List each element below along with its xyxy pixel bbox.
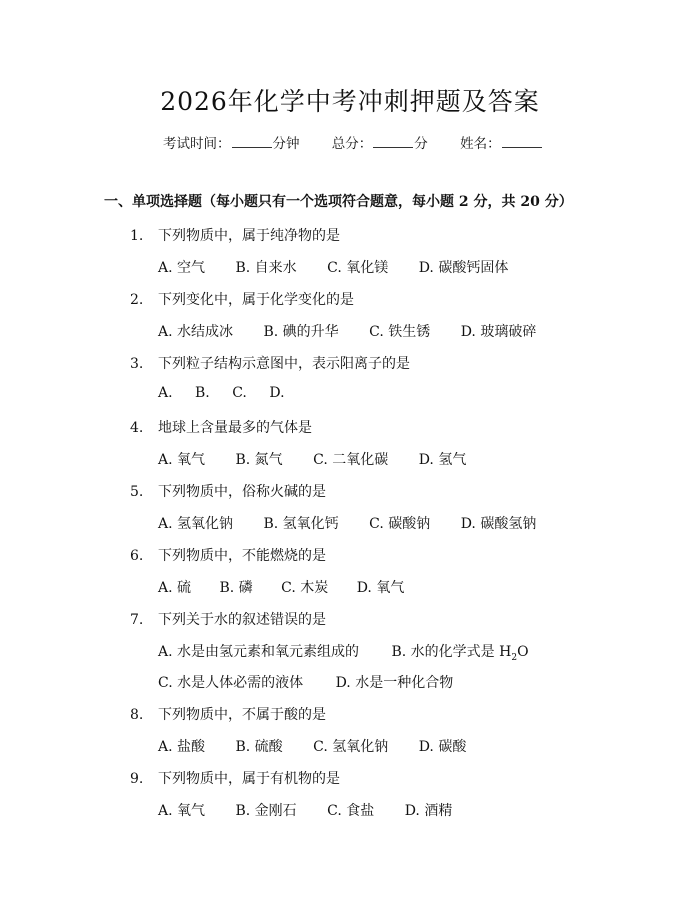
question-text: 下列物质中，属于纯净物的是 <box>158 228 340 244</box>
question-options <box>158 800 478 820</box>
option[interactable]: B. 氮气 <box>235 452 283 468</box>
question-text: 下列变化中，属于化学变化的是 <box>158 292 354 308</box>
question-item <box>130 609 326 629</box>
question-item <box>130 545 326 565</box>
exam-meta-row <box>163 132 571 152</box>
option[interactable]: B. 碘的升华 <box>263 324 339 340</box>
question-options <box>158 641 555 663</box>
option[interactable]: C. 二氧化碳 <box>313 452 389 468</box>
question-number: 5. <box>130 484 144 500</box>
option[interactable]: A. 水是由氢元素和氧元素组成的 <box>158 644 360 660</box>
option[interactable]: D. 碳酸 <box>418 739 467 755</box>
question-item <box>130 289 354 309</box>
option[interactable]: C. 食盐 <box>327 803 375 819</box>
option[interactable]: D. 碳酸氢钠 <box>460 516 537 532</box>
option[interactable]: A. 氧气 <box>158 452 206 468</box>
question-number: 3. <box>130 356 144 372</box>
option[interactable]: D. <box>269 385 285 401</box>
question-number: 9. <box>130 771 144 787</box>
question-options <box>158 449 492 469</box>
question-text: 下列物质中，不能燃烧的是 <box>158 548 326 564</box>
question-item <box>130 225 340 245</box>
option[interactable]: A. 硫 <box>158 580 192 596</box>
option[interactable]: B. 磷 <box>219 580 253 596</box>
option[interactable]: B. 硫酸 <box>235 739 283 755</box>
option[interactable]: C. 氧化镁 <box>327 260 389 276</box>
option[interactable]: D. 氢气 <box>418 452 467 468</box>
option[interactable]: A. 氧气 <box>158 803 206 819</box>
question-text: 下列关于水的叙述错误的是 <box>158 612 326 628</box>
question-text: 下列物质中，俗称火碱的是 <box>158 484 326 500</box>
option[interactable]: A. 盐酸 <box>158 739 206 755</box>
option[interactable] <box>391 641 528 663</box>
option[interactable]: A. 氢氧化钠 <box>158 516 234 532</box>
question-text: 下列物质中，不属于酸的是 <box>158 707 326 723</box>
question-options <box>158 672 479 692</box>
exam-time-field <box>163 132 300 152</box>
total-score-blank[interactable] <box>373 135 413 148</box>
option[interactable]: C. 木炭 <box>281 580 329 596</box>
option[interactable]: D. 碳酸钙固体 <box>418 260 509 276</box>
exam-time-blank[interactable] <box>232 135 272 148</box>
option[interactable]: C. 铁生锈 <box>369 324 431 340</box>
question-options <box>158 513 562 533</box>
question-options <box>158 736 492 756</box>
question-item <box>130 704 326 724</box>
option[interactable]: A. <box>158 385 173 401</box>
option[interactable]: D. 玻璃破碎 <box>460 324 537 340</box>
option[interactable]: A. 空气 <box>158 260 206 276</box>
option[interactable]: C. <box>232 385 247 401</box>
option-text: B. 水的化学式是 H <box>391 644 512 660</box>
option[interactable]: C. 水是人体必需的液体 <box>158 675 304 691</box>
question-number: 2. <box>130 292 144 308</box>
student-name-blank[interactable] <box>502 135 542 148</box>
question-number: 7. <box>130 612 144 628</box>
question-item <box>130 417 312 437</box>
page-title: 2026年化学中考冲刺押题及答案 <box>160 87 540 116</box>
question-number: 4. <box>130 420 144 436</box>
question-item <box>130 353 410 373</box>
question-text: 下列物质中，属于有机物的是 <box>158 771 340 787</box>
formula-subscript: 2 <box>511 652 518 663</box>
student-name-field <box>460 132 543 152</box>
option[interactable]: B. <box>195 385 210 401</box>
option[interactable]: D. 酒精 <box>404 803 453 819</box>
option[interactable]: C. 碳酸钠 <box>369 516 431 532</box>
question-text: 下列粒子结构示意图中，表示阳离子的是 <box>158 356 410 372</box>
question-number: 8. <box>130 707 144 723</box>
question-item <box>130 768 340 788</box>
question-options <box>158 385 311 401</box>
question-options <box>158 257 534 277</box>
total-score-label: 总分： <box>331 136 373 152</box>
option[interactable]: D. 氧气 <box>356 580 405 596</box>
student-name-label: 姓名： <box>460 136 501 152</box>
option[interactable]: B. 氢氧化钙 <box>263 516 339 532</box>
section-heading: 一、单项选择题（每小题只有一个选项符合题意，每小题 2 分，共 20 分） <box>104 194 573 210</box>
question-number: 6. <box>130 548 144 564</box>
option[interactable]: C. 氢氧化钠 <box>313 739 389 755</box>
question-number: 1. <box>130 228 144 244</box>
question-text: 地球上含量最多的气体是 <box>158 420 312 436</box>
option[interactable]: B. 自来水 <box>235 260 297 276</box>
question-options <box>158 321 562 341</box>
question-options <box>158 577 430 597</box>
option[interactable]: B. 金刚石 <box>235 803 297 819</box>
option[interactable]: A. 水结成冰 <box>158 324 234 340</box>
question-item <box>130 481 326 501</box>
formula-tail: O <box>517 644 529 660</box>
total-score-field <box>332 132 428 152</box>
exam-time-label: 考试时间： <box>163 136 231 152</box>
total-score-unit: 分 <box>414 136 428 152</box>
exam-time-unit: 分钟 <box>272 136 300 152</box>
option[interactable]: D. 水是一种化合物 <box>335 675 454 691</box>
